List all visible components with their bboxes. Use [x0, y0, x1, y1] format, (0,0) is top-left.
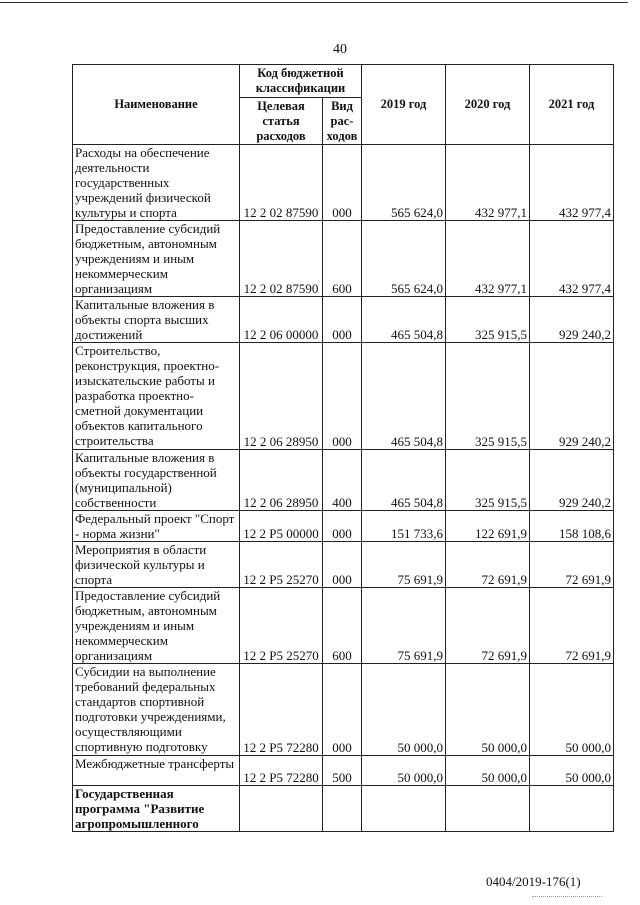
- table-row: [73, 542, 614, 588]
- table-row: [73, 297, 614, 343]
- row-value-2021: 432 977,4: [530, 145, 614, 221]
- row-value-2019: 465 504,8: [362, 297, 446, 343]
- row-target-article: 12 2 Р5 00000: [240, 511, 323, 542]
- row-value-2021: 432 977,4: [530, 221, 614, 297]
- row-name: Федеральный проект "Спорт - норма жизни": [73, 511, 240, 542]
- page-number: 40: [333, 42, 347, 57]
- table-row: [73, 786, 614, 832]
- header-year-2021: 2021 год: [530, 65, 614, 145]
- row-target-article: [240, 786, 323, 832]
- row-name: Межбюджетные трансферты: [73, 756, 240, 786]
- header-target-article: Целевая статья расходов: [240, 98, 323, 145]
- row-target-article: 12 2 02 87590: [240, 145, 323, 221]
- row-value-2020: 325 915,5: [446, 297, 530, 343]
- row-value-2019: 151 733,6: [362, 511, 446, 542]
- row-expense-type: 600: [323, 221, 362, 297]
- table-row: [73, 145, 614, 221]
- row-value-2020: 72 691,9: [446, 542, 530, 588]
- row-value-2019: 75 691,9: [362, 542, 446, 588]
- header-name: Наименование: [73, 65, 240, 145]
- row-value-2020: 325 915,5: [446, 450, 530, 511]
- row-target-article: 12 2 Р5 72280: [240, 664, 323, 756]
- row-expense-type: 600: [323, 588, 362, 664]
- row-value-2021: 929 240,2: [530, 450, 614, 511]
- row-expense-type: 000: [323, 664, 362, 756]
- table-row: [73, 343, 614, 450]
- row-expense-type: 500: [323, 756, 362, 786]
- row-value-2020: [446, 786, 530, 832]
- row-value-2019: 465 504,8: [362, 343, 446, 450]
- header-budget-code: Код бюджетной классификации: [240, 65, 362, 98]
- row-value-2020: 50 000,0: [446, 756, 530, 786]
- top-rule: [0, 2, 628, 3]
- header-year-2020: 2020 год: [446, 65, 530, 145]
- row-value-2021: 929 240,2: [530, 343, 614, 450]
- budget-table: [72, 64, 614, 832]
- row-expense-type: 400: [323, 450, 362, 511]
- header-year-2019: 2019 год: [362, 65, 446, 145]
- row-target-article: 12 2 Р5 25270: [240, 542, 323, 588]
- row-expense-type: 000: [323, 542, 362, 588]
- row-expense-type: [323, 786, 362, 832]
- row-value-2020: 72 691,9: [446, 588, 530, 664]
- row-name: Строительство, реконструкция, проектно-изыскательские работы и разработка проектно-сметной документации объектов капитального строительства: [73, 343, 240, 450]
- row-expense-type: 000: [323, 145, 362, 221]
- row-name: Государственная программа "Развитие агропромышленного: [73, 786, 240, 832]
- row-value-2021: 50 000,0: [530, 756, 614, 786]
- row-expense-type: 000: [323, 343, 362, 450]
- row-value-2021: [530, 786, 614, 832]
- row-value-2021: 72 691,9: [530, 588, 614, 664]
- table-row: [73, 450, 614, 511]
- row-value-2020: 122 691,9: [446, 511, 530, 542]
- table-row: [73, 588, 614, 664]
- row-expense-type: 000: [323, 297, 362, 343]
- row-value-2021: 158 108,6: [530, 511, 614, 542]
- row-value-2020: 432 977,1: [446, 221, 530, 297]
- row-value-2020: 325 915,5: [446, 343, 530, 450]
- row-name: Субсидии на выполнение требований федеральных стандартов спортивной подготовки учреждениями, осуществляющими спортивную подготовку: [73, 664, 240, 756]
- row-name: Предоставление субсидий бюджетным, автономным учреждениям и иным некоммерческим организациям: [73, 588, 240, 664]
- row-value-2019: 565 624,0: [362, 221, 446, 297]
- row-value-2020: 432 977,1: [446, 145, 530, 221]
- row-target-article: 12 2 Р5 25270: [240, 588, 323, 664]
- row-name: Мероприятия в области физической культуры и спорта: [73, 542, 240, 588]
- row-value-2019: 50 000,0: [362, 756, 446, 786]
- row-value-2021: 72 691,9: [530, 542, 614, 588]
- row-value-2019: 465 504,8: [362, 450, 446, 511]
- row-target-article: 12 2 06 00000: [240, 297, 323, 343]
- table-row: [73, 511, 614, 542]
- table-row: [73, 756, 614, 786]
- row-name: Капитальные вложения в объекты государственной (муниципальной) собственности: [73, 450, 240, 511]
- row-target-article: 12 2 06 28950: [240, 343, 323, 450]
- row-expense-type: 000: [323, 511, 362, 542]
- table-row: [73, 664, 614, 756]
- header-expense-type: Вид рас-ходов: [323, 98, 362, 145]
- row-value-2019: 75 691,9: [362, 588, 446, 664]
- document-code: 0404/2019-176(1): [486, 874, 581, 889]
- row-value-2020: 50 000,0: [446, 664, 530, 756]
- row-value-2021: 50 000,0: [530, 664, 614, 756]
- row-name: Предоставление субсидий бюджетным, автономным учреждениям и иным некоммерческим организациям: [73, 221, 240, 297]
- row-value-2019: [362, 786, 446, 832]
- table-row: [73, 221, 614, 297]
- row-value-2021: 929 240,2: [530, 297, 614, 343]
- row-value-2019: 565 624,0: [362, 145, 446, 221]
- row-target-article: 12 2 06 28950: [240, 450, 323, 511]
- row-name: Капитальные вложения в объекты спорта высших достижений: [73, 297, 240, 343]
- row-target-article: 12 2 02 87590: [240, 221, 323, 297]
- bottom-mark: [532, 896, 602, 898]
- row-value-2019: 50 000,0: [362, 664, 446, 756]
- row-target-article: 12 2 Р5 72280: [240, 756, 323, 786]
- row-name: Расходы на обеспечение деятельности государственных учреждений физической культуры и спорта: [73, 145, 240, 221]
